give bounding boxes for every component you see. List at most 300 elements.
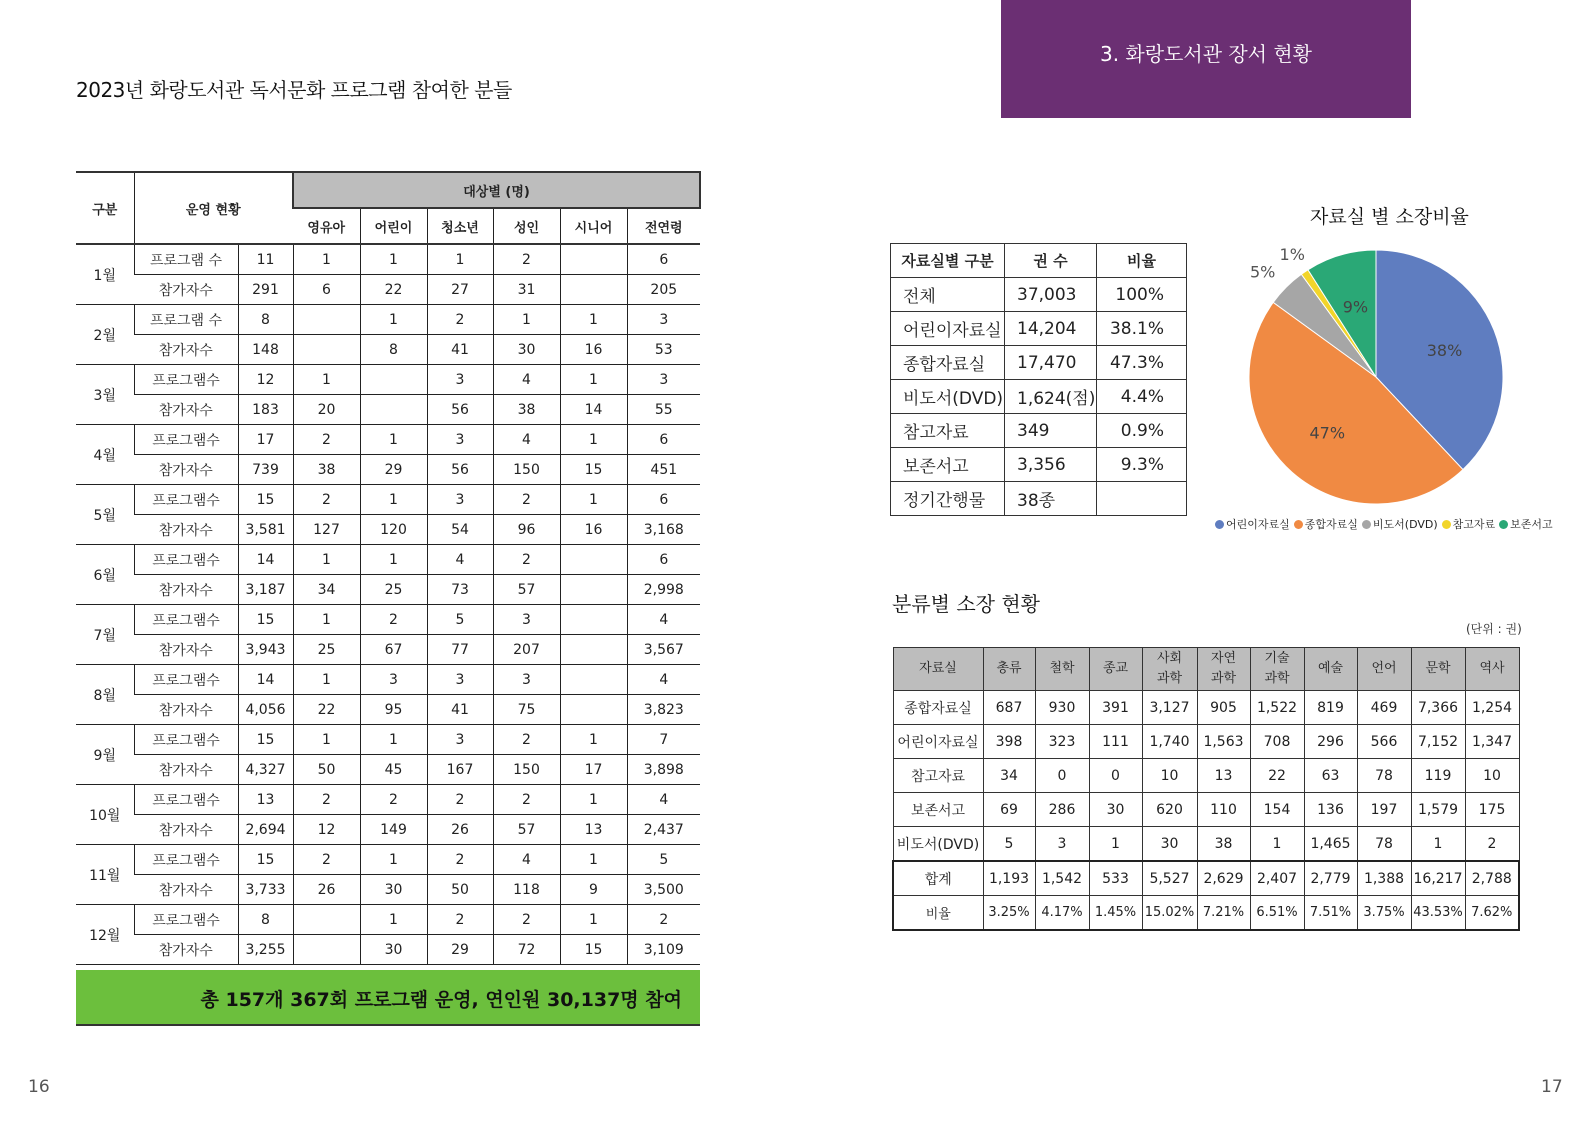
row-total: 15 bbox=[238, 725, 293, 755]
target-cell: 2 bbox=[427, 845, 493, 875]
category-row bbox=[893, 793, 1519, 827]
row-label: 프로그램수 bbox=[134, 905, 238, 935]
target-cell: 1 bbox=[560, 365, 627, 395]
category-total-cell: 2,629 bbox=[1197, 861, 1250, 896]
target-header-1: 어린이 bbox=[360, 208, 427, 244]
category-header-2: 철학 bbox=[1035, 648, 1089, 691]
target-cell: 41 bbox=[427, 695, 493, 725]
category-cell: 참고자료 bbox=[893, 759, 983, 793]
target-cell: 16 bbox=[560, 335, 627, 365]
target-cell: 3 bbox=[427, 725, 493, 755]
category-cell: 687 bbox=[983, 691, 1035, 725]
target-cell: 3 bbox=[427, 665, 493, 695]
target-cell bbox=[560, 275, 627, 305]
category-cell: 111 bbox=[1089, 725, 1142, 759]
holdings-cell: 47.3% bbox=[1097, 346, 1187, 380]
category-cell: 708 bbox=[1250, 725, 1304, 759]
program-row bbox=[76, 335, 700, 365]
category-cell: 154 bbox=[1250, 793, 1304, 827]
target-cell: 3 bbox=[360, 665, 427, 695]
row-total: 4,056 bbox=[238, 695, 293, 725]
target-cell: 30 bbox=[360, 935, 427, 965]
legend-dot-1 bbox=[1294, 520, 1303, 529]
target-cell: 67 bbox=[360, 635, 427, 665]
target-cell: 41 bbox=[427, 335, 493, 365]
category-cell: 1,522 bbox=[1250, 691, 1304, 725]
category-cell: 13 bbox=[1197, 759, 1250, 793]
target-cell: 1 bbox=[360, 305, 427, 335]
row-total: 3,255 bbox=[238, 935, 293, 965]
holdings-cell: 0.9% bbox=[1097, 414, 1187, 448]
target-cell bbox=[560, 605, 627, 635]
target-cell: 6 bbox=[627, 425, 700, 455]
holdings-cell: 349 bbox=[1005, 414, 1097, 448]
header-target: 대상별 (명) bbox=[293, 172, 700, 208]
target-cell: 34 bbox=[293, 575, 360, 605]
legend-item-3 bbox=[1442, 516, 1496, 532]
pie-label-1: 47% bbox=[1309, 423, 1346, 443]
program-row bbox=[76, 875, 700, 905]
target-cell: 1 bbox=[293, 244, 360, 275]
program-table bbox=[76, 171, 701, 965]
category-header-9: 문학 bbox=[1411, 648, 1465, 691]
category-cell: 3 bbox=[1035, 827, 1089, 862]
row-total: 291 bbox=[238, 275, 293, 305]
target-cell: 56 bbox=[427, 395, 493, 425]
target-cell: 3 bbox=[493, 605, 560, 635]
holdings-cell: 3,356 bbox=[1005, 448, 1097, 482]
holdings-row bbox=[891, 380, 1187, 414]
target-cell: 2 bbox=[493, 725, 560, 755]
category-cell: 22 bbox=[1250, 759, 1304, 793]
category-total-cell: 533 bbox=[1089, 861, 1142, 896]
target-cell: 1 bbox=[293, 605, 360, 635]
program-row bbox=[76, 905, 700, 935]
holdings-cell: 9.3% bbox=[1097, 448, 1187, 482]
target-cell: 25 bbox=[293, 635, 360, 665]
row-label: 참가자수 bbox=[134, 815, 238, 845]
holdings-header-row bbox=[891, 244, 1187, 278]
target-cell: 150 bbox=[493, 755, 560, 785]
target-cell: 38 bbox=[293, 455, 360, 485]
row-total: 15 bbox=[238, 485, 293, 515]
target-cell: 95 bbox=[360, 695, 427, 725]
category-table bbox=[892, 647, 1520, 931]
program-row bbox=[76, 425, 700, 455]
target-cell: 1 bbox=[560, 725, 627, 755]
target-cell: 3,109 bbox=[627, 935, 700, 965]
target-cell: 3 bbox=[627, 365, 700, 395]
category-cell: 10 bbox=[1465, 759, 1519, 793]
target-header-5: 전연령 bbox=[627, 208, 700, 244]
target-cell: 20 bbox=[293, 395, 360, 425]
header-status: 운영 현황 bbox=[134, 172, 293, 244]
target-cell bbox=[560, 695, 627, 725]
category-cell: 78 bbox=[1357, 759, 1411, 793]
row-label: 참가자수 bbox=[134, 275, 238, 305]
row-total: 4,327 bbox=[238, 755, 293, 785]
row-label: 참가자수 bbox=[134, 755, 238, 785]
row-label: 프로그램수 bbox=[134, 665, 238, 695]
target-cell: 6 bbox=[627, 485, 700, 515]
category-header-5: 자연 과학 bbox=[1197, 648, 1250, 691]
section-banner bbox=[1001, 0, 1411, 118]
program-row bbox=[76, 575, 700, 605]
target-cell: 451 bbox=[627, 455, 700, 485]
target-cell: 26 bbox=[427, 815, 493, 845]
holdings-cell: 100% bbox=[1097, 278, 1187, 312]
target-cell bbox=[560, 575, 627, 605]
target-cell: 13 bbox=[560, 815, 627, 845]
category-header-4: 사회 과학 bbox=[1142, 648, 1197, 691]
target-cell: 12 bbox=[293, 815, 360, 845]
program-summary-bar bbox=[76, 970, 700, 1026]
category-cell: 1 bbox=[1250, 827, 1304, 862]
target-cell: 75 bbox=[493, 695, 560, 725]
category-cell: 30 bbox=[1089, 793, 1142, 827]
target-cell: 1 bbox=[293, 365, 360, 395]
legend-item-0 bbox=[1215, 516, 1290, 532]
holdings-table bbox=[890, 243, 1187, 516]
row-total: 183 bbox=[238, 395, 293, 425]
row-label: 프로그램수 bbox=[134, 725, 238, 755]
month-label: 3월 bbox=[76, 365, 134, 425]
row-label: 프로그램 수 bbox=[134, 244, 238, 275]
category-cell: 1 bbox=[1089, 827, 1142, 862]
month-label: 1월 bbox=[76, 244, 134, 305]
target-cell: 1 bbox=[360, 545, 427, 575]
row-label: 참가자수 bbox=[134, 875, 238, 905]
target-cell: 29 bbox=[360, 455, 427, 485]
target-cell: 25 bbox=[360, 575, 427, 605]
pie-label-3: 1% bbox=[1279, 244, 1305, 264]
program-row bbox=[76, 755, 700, 785]
month-label: 7월 bbox=[76, 605, 134, 665]
row-total: 14 bbox=[238, 665, 293, 695]
target-cell: 4 bbox=[427, 545, 493, 575]
pie-chart-title: 자료실 별 소장비율 bbox=[1310, 206, 1469, 228]
target-cell: 3,168 bbox=[627, 515, 700, 545]
legend-dot-0 bbox=[1215, 520, 1224, 529]
category-cell: 136 bbox=[1304, 793, 1357, 827]
holdings-header-0: 자료실별 구분 bbox=[891, 244, 1005, 278]
target-cell: 2 bbox=[427, 785, 493, 815]
target-cell bbox=[560, 635, 627, 665]
category-row bbox=[893, 759, 1519, 793]
row-total: 14 bbox=[238, 545, 293, 575]
category-ratio-cell: 3.25% bbox=[983, 896, 1035, 931]
month-label: 5월 bbox=[76, 485, 134, 545]
target-cell: 1 bbox=[360, 905, 427, 935]
legend-label-1: 종합자료실 bbox=[1304, 518, 1358, 531]
target-cell: 50 bbox=[293, 755, 360, 785]
target-cell: 3,898 bbox=[627, 755, 700, 785]
target-cell: 55 bbox=[627, 395, 700, 425]
target-cell: 3,823 bbox=[627, 695, 700, 725]
category-cell: 3,127 bbox=[1142, 691, 1197, 725]
target-cell: 14 bbox=[560, 395, 627, 425]
target-cell: 1 bbox=[360, 244, 427, 275]
row-label: 프로그램수 bbox=[134, 485, 238, 515]
target-cell: 4 bbox=[627, 785, 700, 815]
target-cell: 2 bbox=[427, 905, 493, 935]
holdings-header-2: 비율 bbox=[1097, 244, 1187, 278]
holdings-cell: 종합자료실 bbox=[891, 346, 1005, 380]
category-cell: 7,366 bbox=[1411, 691, 1465, 725]
row-label: 프로그램수 bbox=[134, 365, 238, 395]
target-cell: 5 bbox=[627, 845, 700, 875]
category-cell: 391 bbox=[1089, 691, 1142, 725]
category-cell: 34 bbox=[983, 759, 1035, 793]
holdings-cell: 37,003 bbox=[1005, 278, 1097, 312]
category-cell: 보존서고 bbox=[893, 793, 983, 827]
legend-label-4: 보존서고 bbox=[1510, 518, 1553, 531]
target-cell: 1 bbox=[427, 244, 493, 275]
target-cell bbox=[360, 365, 427, 395]
category-cell: 1,465 bbox=[1304, 827, 1357, 862]
category-cell: 620 bbox=[1142, 793, 1197, 827]
target-cell: 6 bbox=[293, 275, 360, 305]
target-cell: 6 bbox=[627, 545, 700, 575]
holdings-cell: 보존서고 bbox=[891, 448, 1005, 482]
legend-label-3: 참고자료 bbox=[1452, 518, 1496, 531]
program-row bbox=[76, 485, 700, 515]
program-row bbox=[76, 455, 700, 485]
target-cell: 2 bbox=[493, 905, 560, 935]
target-cell: 2 bbox=[360, 605, 427, 635]
month-label: 4월 bbox=[76, 425, 134, 485]
legend-item-4 bbox=[1499, 516, 1553, 532]
holdings-row bbox=[891, 278, 1187, 312]
category-cell: 38 bbox=[1197, 827, 1250, 862]
row-label: 프로그램수 bbox=[134, 545, 238, 575]
category-header-row bbox=[893, 648, 1519, 691]
target-cell: 1 bbox=[293, 725, 360, 755]
row-total: 148 bbox=[238, 335, 293, 365]
target-header-2: 청소년 bbox=[427, 208, 493, 244]
target-cell: 3 bbox=[493, 665, 560, 695]
program-row bbox=[76, 665, 700, 695]
target-cell: 2,437 bbox=[627, 815, 700, 845]
header-category: 구분 bbox=[76, 172, 134, 244]
target-cell bbox=[293, 905, 360, 935]
target-cell: 29 bbox=[427, 935, 493, 965]
target-cell: 9 bbox=[560, 875, 627, 905]
program-row bbox=[76, 815, 700, 845]
target-cell: 2 bbox=[427, 305, 493, 335]
category-header-7: 예술 bbox=[1304, 648, 1357, 691]
category-cell: 78 bbox=[1357, 827, 1411, 862]
target-header-3: 성인 bbox=[493, 208, 560, 244]
row-total: 2,694 bbox=[238, 815, 293, 845]
target-cell bbox=[560, 244, 627, 275]
row-total: 11 bbox=[238, 244, 293, 275]
category-total-cell: 1,388 bbox=[1357, 861, 1411, 896]
holdings-cell: 4.4% bbox=[1097, 380, 1187, 414]
target-cell: 53 bbox=[627, 335, 700, 365]
category-total-cell: 2,788 bbox=[1465, 861, 1519, 896]
target-cell: 6 bbox=[627, 244, 700, 275]
target-cell: 150 bbox=[493, 455, 560, 485]
target-cell: 50 bbox=[427, 875, 493, 905]
legend-dot-3 bbox=[1442, 520, 1451, 529]
category-cell: 2 bbox=[1465, 827, 1519, 862]
row-total: 3,943 bbox=[238, 635, 293, 665]
legend-item-2 bbox=[1362, 516, 1438, 532]
target-cell: 4 bbox=[493, 425, 560, 455]
target-cell: 30 bbox=[493, 335, 560, 365]
holdings-row bbox=[891, 448, 1187, 482]
category-header-0: 자료실 bbox=[893, 648, 983, 691]
pie-label-2: 5% bbox=[1249, 262, 1276, 282]
row-total: 739 bbox=[238, 455, 293, 485]
row-total: 17 bbox=[238, 425, 293, 455]
category-header-1: 총류 bbox=[983, 648, 1035, 691]
category-ratio-cell: 43.53% bbox=[1411, 896, 1465, 931]
target-cell: 167 bbox=[427, 755, 493, 785]
target-cell: 1 bbox=[560, 485, 627, 515]
holdings-cell: 어린이자료실 bbox=[891, 312, 1005, 346]
category-ratio-cell: 7.62% bbox=[1465, 896, 1519, 931]
row-label: 프로그램 수 bbox=[134, 305, 238, 335]
row-label: 참가자수 bbox=[134, 515, 238, 545]
category-ratio-cell: 3.75% bbox=[1357, 896, 1411, 931]
legend-dot-2 bbox=[1362, 520, 1371, 529]
category-cell: 175 bbox=[1465, 793, 1519, 827]
target-cell: 3,500 bbox=[627, 875, 700, 905]
row-label: 참가자수 bbox=[134, 635, 238, 665]
holdings-cell: 38.1% bbox=[1097, 312, 1187, 346]
row-total: 15 bbox=[238, 605, 293, 635]
holdings-cell: 참고자료 bbox=[891, 414, 1005, 448]
month-label: 9월 bbox=[76, 725, 134, 785]
target-cell: 2 bbox=[293, 485, 360, 515]
category-cell: 0 bbox=[1035, 759, 1089, 793]
target-cell: 27 bbox=[427, 275, 493, 305]
program-row bbox=[76, 725, 700, 755]
holdings-row bbox=[891, 312, 1187, 346]
target-cell: 57 bbox=[493, 575, 560, 605]
category-cell: 비도서(DVD) bbox=[893, 827, 983, 862]
page-number-right: 17 bbox=[1541, 1077, 1563, 1097]
target-cell: 205 bbox=[627, 275, 700, 305]
target-cell: 4 bbox=[627, 605, 700, 635]
category-cell: 69 bbox=[983, 793, 1035, 827]
holdings-cell: 비도서(DVD) bbox=[891, 380, 1005, 414]
target-cell: 56 bbox=[427, 455, 493, 485]
target-cell bbox=[560, 545, 627, 575]
row-label: 참가자수 bbox=[134, 455, 238, 485]
category-ratio-cell: 7.21% bbox=[1197, 896, 1250, 931]
category-ratio-cell: 비율 bbox=[893, 896, 983, 931]
target-cell: 22 bbox=[360, 275, 427, 305]
program-row bbox=[76, 845, 700, 875]
holdings-row bbox=[891, 414, 1187, 448]
program-row bbox=[76, 395, 700, 425]
holdings-row bbox=[891, 482, 1187, 516]
target-cell: 1 bbox=[360, 485, 427, 515]
category-cell: 10 bbox=[1142, 759, 1197, 793]
target-cell: 45 bbox=[360, 755, 427, 785]
target-cell: 1 bbox=[560, 305, 627, 335]
holdings-row bbox=[891, 346, 1187, 380]
category-cell: 63 bbox=[1304, 759, 1357, 793]
row-total: 15 bbox=[238, 845, 293, 875]
holdings-cell: 14,204 bbox=[1005, 312, 1097, 346]
row-label: 프로그램수 bbox=[134, 845, 238, 875]
target-cell: 54 bbox=[427, 515, 493, 545]
left-page-title: 2023년 화랑도서관 독서문화 프로그램 참여한 분들 bbox=[76, 78, 512, 102]
target-cell: 2 bbox=[293, 785, 360, 815]
category-row bbox=[893, 725, 1519, 759]
legend-item-1 bbox=[1294, 516, 1358, 532]
program-row bbox=[76, 244, 700, 275]
target-cell bbox=[293, 935, 360, 965]
pie-label-0: 38% bbox=[1426, 340, 1463, 360]
row-label: 프로그램수 bbox=[134, 785, 238, 815]
page-number-left: 16 bbox=[28, 1077, 50, 1097]
holdings-cell: 17,470 bbox=[1005, 346, 1097, 380]
target-cell: 1 bbox=[560, 845, 627, 875]
category-cell: 469 bbox=[1357, 691, 1411, 725]
target-cell: 1 bbox=[360, 845, 427, 875]
row-total: 8 bbox=[238, 905, 293, 935]
pie-legend bbox=[1215, 516, 1557, 532]
category-cell: 1,347 bbox=[1465, 725, 1519, 759]
target-cell: 1 bbox=[293, 665, 360, 695]
category-row bbox=[893, 827, 1519, 862]
category-header-8: 언어 bbox=[1357, 648, 1411, 691]
target-cell: 72 bbox=[493, 935, 560, 965]
legend-dot-4 bbox=[1499, 520, 1508, 529]
target-header-4: 시니어 bbox=[560, 208, 627, 244]
target-cell: 149 bbox=[360, 815, 427, 845]
target-cell: 15 bbox=[560, 455, 627, 485]
target-cell: 8 bbox=[360, 335, 427, 365]
category-cell: 398 bbox=[983, 725, 1035, 759]
target-cell: 4 bbox=[493, 365, 560, 395]
row-label: 참가자수 bbox=[134, 335, 238, 365]
category-unit: (단위 : 권) bbox=[1466, 622, 1522, 636]
target-cell: 2 bbox=[493, 785, 560, 815]
category-header-3: 종교 bbox=[1089, 648, 1142, 691]
category-cell: 905 bbox=[1197, 691, 1250, 725]
row-total: 3,187 bbox=[238, 575, 293, 605]
target-cell: 2 bbox=[493, 244, 560, 275]
target-cell: 2 bbox=[360, 785, 427, 815]
program-row bbox=[76, 275, 700, 305]
category-cell: 296 bbox=[1304, 725, 1357, 759]
category-ratio-cell: 4.17% bbox=[1035, 896, 1089, 931]
target-cell: 1 bbox=[360, 725, 427, 755]
target-cell bbox=[560, 665, 627, 695]
category-total-cell: 1,193 bbox=[983, 861, 1035, 896]
target-header-0: 영유아 bbox=[293, 208, 360, 244]
category-total-cell: 합계 bbox=[893, 861, 983, 896]
target-cell: 2 bbox=[493, 545, 560, 575]
row-label: 참가자수 bbox=[134, 935, 238, 965]
program-row bbox=[76, 695, 700, 725]
category-header-6: 기술 과학 bbox=[1250, 648, 1304, 691]
section-banner-label: 3. 화랑도서관 장서 현황 bbox=[1099, 42, 1313, 66]
target-cell: 2 bbox=[293, 425, 360, 455]
category-cell: 5 bbox=[983, 827, 1035, 862]
row-label: 참가자수 bbox=[134, 575, 238, 605]
target-cell: 2 bbox=[293, 845, 360, 875]
category-cell: 819 bbox=[1304, 691, 1357, 725]
category-cell: 1,740 bbox=[1142, 725, 1197, 759]
category-ratio-row bbox=[893, 896, 1519, 931]
